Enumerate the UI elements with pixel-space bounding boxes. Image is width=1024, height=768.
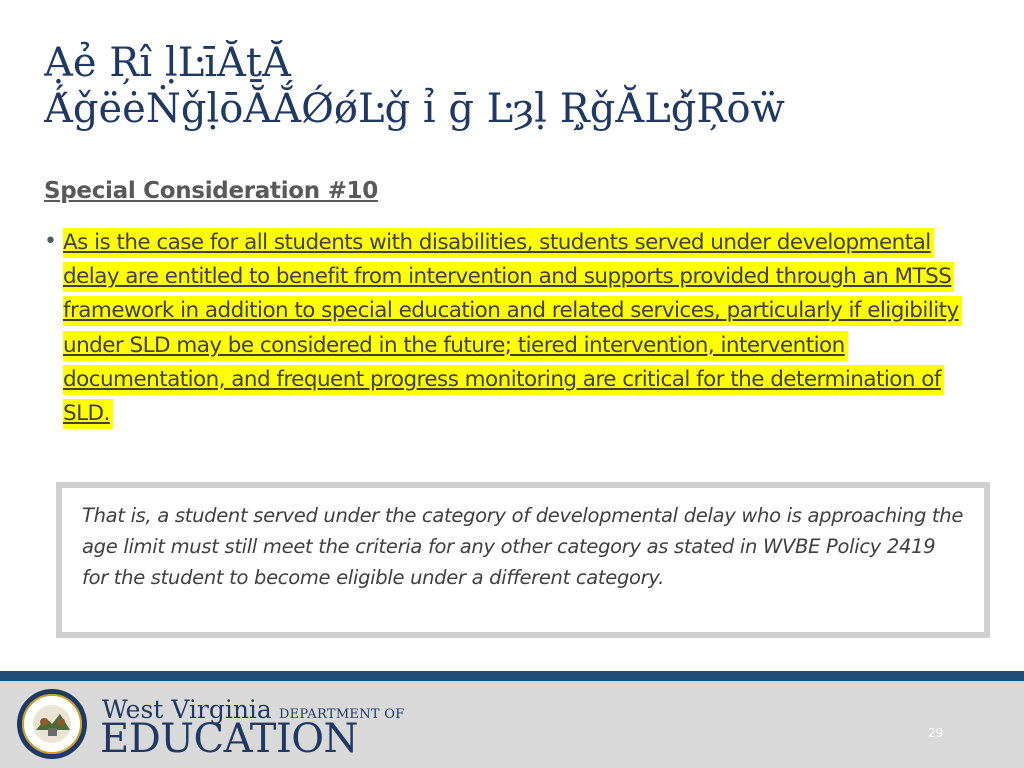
bullet-paragraph bbox=[63, 226, 974, 431]
slide-title-line-1: Ạẻ Ŗî ḷĿīĂṯĂ bbox=[44, 40, 291, 86]
highlighted-bullet-text: As is the case for all students with disabilities, students served under developmental delay are entitled to benefit from intervention and supports provided through an MTSS framework in addition to special education and related services, particularly if eligibility under SLD may be considered in the future; tiered intervention, intervention documentation, and frequent progress monitoring are critical for the determination of SLD. bbox=[63, 228, 962, 429]
callout-box bbox=[56, 482, 990, 638]
page-number: 29 bbox=[928, 726, 944, 740]
section-subheading: Special Consideration #10 bbox=[44, 178, 378, 204]
bullet-item bbox=[44, 226, 974, 431]
logo-education-text: EDUCATION bbox=[100, 716, 359, 762]
logo-dept-text: DEPARTMENT OF bbox=[278, 707, 405, 722]
slide-title bbox=[44, 40, 984, 132]
callout-text: That is, a student served under the category of developmental delay who is approaching the age limit must still meet the criteria for any other category as stated in WVBE Policy 2419 for the student to become eligible under a different category. bbox=[62, 488, 984, 632]
bullet-dot: • bbox=[44, 229, 57, 254]
logo-wv-text: West Virginia bbox=[102, 695, 272, 724]
footer-bar bbox=[0, 681, 1024, 768]
footer-rule bbox=[0, 671, 1024, 681]
state-seal-icon bbox=[16, 688, 88, 760]
slide-title-line-2: Á́ǧëėṄǧḷōĂẮǾǿĿǧ ỉ ḡ Ŀȝḷ Ŗ̧ǧĂĿģ̌Ŗōẅ bbox=[44, 86, 785, 132]
